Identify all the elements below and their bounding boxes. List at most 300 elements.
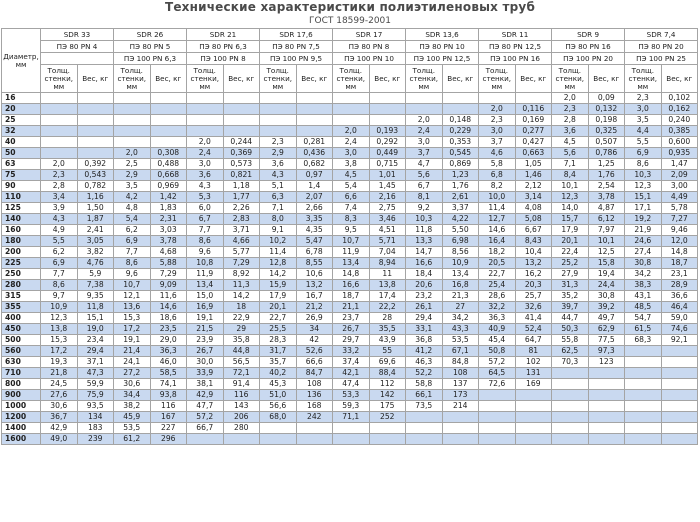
weight-cell bbox=[442, 434, 479, 445]
weight-cell: 0,682 bbox=[296, 159, 333, 170]
weight-cell: 0,545 bbox=[442, 148, 479, 159]
weight-cell bbox=[661, 390, 698, 401]
weight-cell: 136 bbox=[296, 390, 333, 401]
wall-thickness-header: Толщ. стенки, мм bbox=[406, 65, 443, 93]
table-row bbox=[2, 280, 698, 291]
weight-cell: 36,3 bbox=[150, 346, 187, 357]
diameter-cell: 75 bbox=[2, 170, 41, 181]
wall-thickness-cell: 29,7 bbox=[333, 335, 370, 346]
weight-cell: 1,47 bbox=[661, 159, 698, 170]
weight-cell: 0,573 bbox=[223, 159, 260, 170]
weight-cell: 3,71 bbox=[223, 225, 260, 236]
weight-cell bbox=[296, 423, 333, 434]
wall-thickness-cell: 6,2 bbox=[114, 225, 151, 236]
group-sdr-header: SDR 17,6 bbox=[260, 29, 333, 41]
weight-cell: 92,1 bbox=[661, 335, 698, 346]
wall-thickness-cell: 5,6 bbox=[406, 170, 443, 181]
weight-cell: 214 bbox=[442, 401, 479, 412]
table-row bbox=[2, 247, 698, 258]
wall-thickness-cell bbox=[41, 93, 78, 104]
weight-cell: 46,4 bbox=[661, 302, 698, 313]
diameter-cell: 16 bbox=[2, 93, 41, 104]
wall-thickness-cell: 3,7 bbox=[479, 137, 516, 148]
wall-thickness-cell: 19,1 bbox=[114, 335, 151, 346]
weight-cell bbox=[588, 401, 625, 412]
wall-thickness-cell: 6,7 bbox=[187, 214, 224, 225]
wall-thickness-cell: 34,2 bbox=[625, 269, 662, 280]
weight-cell: 227 bbox=[150, 423, 187, 434]
weight-cell: 142 bbox=[369, 390, 406, 401]
weight-cell bbox=[588, 412, 625, 423]
weight-cell bbox=[442, 423, 479, 434]
wall-thickness-cell: 13,4 bbox=[333, 258, 370, 269]
weight-cell: 2,41 bbox=[77, 225, 114, 236]
weight-cell: 29 bbox=[223, 324, 260, 335]
wall-thickness-cell: 6,9 bbox=[625, 148, 662, 159]
group-pe100-header: ПЭ 100 PN 12,5 bbox=[406, 53, 479, 65]
wall-thickness-cell: 22,4 bbox=[552, 247, 589, 258]
wall-thickness-cell: 5,1 bbox=[260, 181, 297, 192]
wall-thickness-cell: 4,7 bbox=[406, 159, 443, 170]
group-pe80-header: ПЭ 80 PN 12,5 bbox=[479, 41, 552, 53]
weight-cell: 0,162 bbox=[661, 104, 698, 115]
wall-thickness-cell: 15,3 bbox=[114, 313, 151, 324]
weight-cell: 15,8 bbox=[588, 258, 625, 269]
wall-thickness-cell: 3,0 bbox=[625, 104, 662, 115]
wall-thickness-cell: 2,0 bbox=[187, 137, 224, 148]
wall-thickness-cell: 6,3 bbox=[260, 192, 297, 203]
table-row bbox=[2, 236, 698, 247]
wall-thickness-cell: 68,0 bbox=[260, 412, 297, 423]
wall-thickness-cell: 8,6 bbox=[114, 258, 151, 269]
wall-thickness-header: Толщ. стенки, мм bbox=[114, 65, 151, 93]
weight-cell bbox=[515, 390, 552, 401]
weight-cell: 206 bbox=[223, 412, 260, 423]
wall-thickness-cell: 12,3 bbox=[41, 313, 78, 324]
wall-thickness-cell bbox=[552, 379, 589, 390]
weight-cell: 23,4 bbox=[77, 335, 114, 346]
weight-cell bbox=[442, 93, 479, 104]
wall-thickness-cell: 3,6 bbox=[260, 159, 297, 170]
weight-cell bbox=[369, 423, 406, 434]
wall-thickness-cell: 2,5 bbox=[114, 159, 151, 170]
wall-thickness-cell: 20,1 bbox=[552, 236, 589, 247]
weight-cell bbox=[661, 401, 698, 412]
weight-cell bbox=[515, 412, 552, 423]
weight-header: Вес, кг bbox=[223, 65, 260, 93]
weight-cell bbox=[223, 104, 260, 115]
wall-thickness-cell: 2,3 bbox=[41, 170, 78, 181]
weight-cell: 280 bbox=[223, 423, 260, 434]
wall-thickness-cell: 6,6 bbox=[333, 192, 370, 203]
weight-cell bbox=[77, 148, 114, 159]
wall-thickness-cell: 52,2 bbox=[406, 368, 443, 379]
wall-thickness-cell bbox=[625, 346, 662, 357]
weight-cell: 1,46 bbox=[515, 170, 552, 181]
weight-cell: 0,935 bbox=[661, 148, 698, 159]
wall-thickness-header: Толщ. стенки, мм bbox=[260, 65, 297, 93]
wall-thickness-cell: 35,7 bbox=[260, 357, 297, 368]
weight-cell bbox=[661, 412, 698, 423]
weight-cell: 17,4 bbox=[369, 291, 406, 302]
diameter-cell: 32 bbox=[2, 126, 41, 137]
wall-thickness-cell: 2,8 bbox=[41, 181, 78, 192]
weight-cell: 21,3 bbox=[442, 291, 479, 302]
diameter-cell: 400 bbox=[2, 313, 41, 324]
wall-thickness-cell: 33,9 bbox=[187, 368, 224, 379]
table-row bbox=[2, 379, 698, 390]
wall-thickness-cell bbox=[625, 423, 662, 434]
weight-cell: 183 bbox=[77, 423, 114, 434]
weight-cell: 77,5 bbox=[588, 335, 625, 346]
wall-thickness-cell bbox=[333, 115, 370, 126]
wall-thickness-cell: 5,5 bbox=[625, 137, 662, 148]
wall-thickness-cell: 46,3 bbox=[406, 357, 443, 368]
weight-cell: 59,0 bbox=[661, 313, 698, 324]
weight-cell: 173 bbox=[442, 390, 479, 401]
weight-cell: 0,663 bbox=[515, 148, 552, 159]
table-header bbox=[2, 29, 698, 93]
wall-thickness-cell: 3,6 bbox=[187, 170, 224, 181]
wall-thickness-cell bbox=[114, 137, 151, 148]
weight-cell: 36,6 bbox=[661, 291, 698, 302]
table-row bbox=[2, 368, 698, 379]
wall-thickness-cell: 2,0 bbox=[406, 115, 443, 126]
diameter-cell: 125 bbox=[2, 203, 41, 214]
weight-cell: 0,169 bbox=[515, 115, 552, 126]
table-row bbox=[2, 225, 698, 236]
wall-thickness-cell bbox=[41, 104, 78, 115]
wall-thickness-cell: 33,1 bbox=[406, 324, 443, 335]
diameter-cell: 50 bbox=[2, 148, 41, 159]
wall-thickness-cell: 4,3 bbox=[41, 214, 78, 225]
wall-thickness-cell: 42,9 bbox=[187, 390, 224, 401]
weight-cell bbox=[223, 434, 260, 445]
wall-thickness-cell bbox=[333, 423, 370, 434]
wall-thickness-cell: 4,4 bbox=[625, 126, 662, 137]
weight-cell: 12,0 bbox=[661, 236, 698, 247]
group-sdr-header: SDR 17 bbox=[333, 29, 406, 41]
wall-thickness-cell: 30,6 bbox=[114, 379, 151, 390]
weight-cell: 3,03 bbox=[150, 225, 187, 236]
table-row bbox=[2, 170, 698, 181]
weight-cell: 11,3 bbox=[223, 280, 260, 291]
weight-cell: 22,2 bbox=[369, 302, 406, 313]
diameter-cell: 450 bbox=[2, 324, 41, 335]
wall-thickness-cell: 10,7 bbox=[114, 280, 151, 291]
weight-cell: 2,07 bbox=[296, 192, 333, 203]
wall-thickness-cell bbox=[625, 401, 662, 412]
weight-cell: 81 bbox=[515, 346, 552, 357]
diameter-cell: 225 bbox=[2, 258, 41, 269]
wall-thickness-cell: 6,0 bbox=[187, 203, 224, 214]
weight-cell: 137 bbox=[442, 379, 479, 390]
wall-thickness-cell: 12,1 bbox=[114, 291, 151, 302]
group-pe100-header: ПЭ 100 PN 8 bbox=[187, 53, 260, 65]
weight-cell: 0,09 bbox=[588, 93, 625, 104]
weight-cell: 1,76 bbox=[588, 170, 625, 181]
weight-cell bbox=[77, 104, 114, 115]
weight-cell: 59,9 bbox=[77, 379, 114, 390]
weight-cell: 6,98 bbox=[442, 236, 479, 247]
wall-thickness-cell: 3,6 bbox=[552, 126, 589, 137]
wall-thickness-cell: 10,0 bbox=[479, 192, 516, 203]
wall-thickness-cell bbox=[41, 137, 78, 148]
wall-thickness-cell: 42,1 bbox=[333, 368, 370, 379]
weight-cell: 5,77 bbox=[223, 247, 260, 258]
wall-thickness-cell: 10,2 bbox=[260, 236, 297, 247]
group-pe80-header: ПЭ 80 PN 7,5 bbox=[260, 41, 333, 53]
weight-cell: 16,8 bbox=[442, 280, 479, 291]
weight-cell: 116 bbox=[223, 390, 260, 401]
table-row bbox=[2, 313, 698, 324]
weight-cell bbox=[661, 379, 698, 390]
weight-cell: 296 bbox=[150, 434, 187, 445]
weight-cell bbox=[77, 115, 114, 126]
weight-cell: 4,51 bbox=[369, 225, 406, 236]
wall-thickness-cell: 2,0 bbox=[479, 104, 516, 115]
wall-thickness-cell: 10,3 bbox=[406, 214, 443, 225]
wall-thickness-cell: 6,9 bbox=[114, 236, 151, 247]
diameter-cell: 250 bbox=[2, 269, 41, 280]
weight-cell bbox=[515, 401, 552, 412]
table-row bbox=[2, 324, 698, 335]
diameter-cell: 180 bbox=[2, 236, 41, 247]
weight-cell bbox=[588, 368, 625, 379]
weight-cell: 21,2 bbox=[296, 302, 333, 313]
weight-cell: 11 bbox=[369, 269, 406, 280]
weight-cell: 93,8 bbox=[150, 390, 187, 401]
group-sdr-header: SDR 11 bbox=[479, 29, 552, 41]
wall-thickness-cell: 2,4 bbox=[187, 148, 224, 159]
wall-thickness-cell: 14,2 bbox=[260, 269, 297, 280]
weight-cell: 9,09 bbox=[150, 280, 187, 291]
weight-cell: 0,427 bbox=[515, 137, 552, 148]
weight-cell: 0,198 bbox=[588, 115, 625, 126]
weight-cell: 0,543 bbox=[77, 170, 114, 181]
group-pe80-header: ПЭ 80 PN 6,3 bbox=[187, 41, 260, 53]
weight-cell: 13,2 bbox=[296, 280, 333, 291]
wall-thickness-cell bbox=[625, 390, 662, 401]
wall-thickness-cell: 37,4 bbox=[333, 357, 370, 368]
wall-thickness-cell: 24,5 bbox=[41, 379, 78, 390]
weight-cell: 1,4 bbox=[296, 181, 333, 192]
diameter-cell: 1600 bbox=[2, 434, 41, 445]
table-row bbox=[2, 214, 698, 225]
weight-cell: 5,50 bbox=[442, 225, 479, 236]
wall-thickness-cell: 18,7 bbox=[333, 291, 370, 302]
wall-thickness-cell: 15,9 bbox=[260, 280, 297, 291]
weight-cell bbox=[150, 104, 187, 115]
weight-header: Вес, кг bbox=[442, 65, 479, 93]
weight-cell: 2,61 bbox=[442, 192, 479, 203]
wall-thickness-cell: 15,1 bbox=[625, 192, 662, 203]
wall-thickness-cell: 70,3 bbox=[552, 357, 589, 368]
weight-cell: 1,18 bbox=[223, 181, 260, 192]
wall-thickness-cell: 38,2 bbox=[114, 401, 151, 412]
weight-cell: 84,7 bbox=[296, 368, 333, 379]
weight-cell: 4,22 bbox=[442, 214, 479, 225]
group-pe80-header: ПЭ 80 PN 10 bbox=[406, 41, 479, 53]
weight-cell: 66,6 bbox=[296, 357, 333, 368]
weight-cell: 43,3 bbox=[442, 324, 479, 335]
table-row bbox=[2, 137, 698, 148]
weight-cell: 6,78 bbox=[296, 247, 333, 258]
wall-thickness-cell bbox=[625, 357, 662, 368]
weight-cell: 242 bbox=[296, 412, 333, 423]
wall-thickness-cell: 14,6 bbox=[479, 225, 516, 236]
wall-thickness-cell: 25,4 bbox=[479, 280, 516, 291]
weight-cell: 7,97 bbox=[588, 225, 625, 236]
wall-thickness-cell: 50,8 bbox=[479, 346, 516, 357]
weight-cell: 1,25 bbox=[588, 159, 625, 170]
group-pe100-header bbox=[41, 53, 114, 65]
wall-thickness-cell: 32,2 bbox=[479, 302, 516, 313]
wall-thickness-cell: 30,8 bbox=[625, 258, 662, 269]
wall-thickness-cell bbox=[479, 423, 516, 434]
table-row bbox=[2, 181, 698, 192]
table-row bbox=[2, 335, 698, 346]
wall-thickness-cell: 22,7 bbox=[260, 313, 297, 324]
weight-cell: 1,05 bbox=[515, 159, 552, 170]
weight-cell bbox=[661, 368, 698, 379]
weight-cell: 123 bbox=[588, 357, 625, 368]
wall-thickness-cell: 41,2 bbox=[406, 346, 443, 357]
wall-thickness-cell: 66,7 bbox=[187, 423, 224, 434]
weight-cell: 30,8 bbox=[588, 291, 625, 302]
wall-thickness-cell bbox=[479, 401, 516, 412]
wall-thickness-cell: 20,1 bbox=[260, 302, 297, 313]
wall-thickness-cell: 8,6 bbox=[625, 159, 662, 170]
weight-cell: 14,6 bbox=[150, 302, 187, 313]
weight-cell: 4,35 bbox=[296, 225, 333, 236]
wall-thickness-cell: 12,3 bbox=[552, 192, 589, 203]
weight-cell: 4,66 bbox=[223, 236, 260, 247]
page-subtitle: ГОСТ 18599-2001 bbox=[309, 16, 391, 26]
weight-cell: 28 bbox=[369, 313, 406, 324]
wall-thickness-cell: 5,3 bbox=[187, 192, 224, 203]
wall-thickness-cell: 38,1 bbox=[187, 379, 224, 390]
wall-thickness-cell bbox=[260, 423, 297, 434]
wall-thickness-cell: 28,3 bbox=[260, 335, 297, 346]
wall-thickness-cell: 72,6 bbox=[479, 379, 516, 390]
weight-cell: 2,54 bbox=[588, 181, 625, 192]
wall-thickness-cell: 18,2 bbox=[479, 247, 516, 258]
wall-thickness-cell: 4,2 bbox=[114, 192, 151, 203]
wall-thickness-cell: 44,7 bbox=[552, 313, 589, 324]
wall-thickness-cell: 2,4 bbox=[406, 126, 443, 137]
diameter-cell: 110 bbox=[2, 192, 41, 203]
weight-cell: 22,9 bbox=[223, 313, 260, 324]
weight-cell: 0,102 bbox=[661, 93, 698, 104]
weight-cell: 23,1 bbox=[661, 269, 698, 280]
wall-thickness-cell bbox=[625, 412, 662, 423]
wall-thickness-cell: 14,7 bbox=[406, 247, 443, 258]
wall-thickness-cell: 24,6 bbox=[625, 236, 662, 247]
weight-header: Вес, кг bbox=[515, 65, 552, 93]
wall-thickness-cell: 13,6 bbox=[114, 302, 151, 313]
weight-cell: 3,35 bbox=[296, 214, 333, 225]
wall-thickness-cell bbox=[552, 434, 589, 445]
weight-cell: 6,67 bbox=[515, 225, 552, 236]
wall-thickness-cell: 58,8 bbox=[406, 379, 443, 390]
weight-cell bbox=[442, 104, 479, 115]
wall-thickness-cell: 7,7 bbox=[114, 247, 151, 258]
weight-cell: 93,5 bbox=[77, 401, 114, 412]
wall-thickness-cell: 13,8 bbox=[41, 324, 78, 335]
wall-thickness-cell: 51,0 bbox=[260, 390, 297, 401]
wall-thickness-cell: 7,7 bbox=[41, 269, 78, 280]
wall-thickness-cell: 4,5 bbox=[333, 170, 370, 181]
weight-cell: 0,240 bbox=[661, 115, 698, 126]
table-row bbox=[2, 258, 698, 269]
weight-cell: 0,308 bbox=[150, 148, 187, 159]
weight-cell: 4,49 bbox=[661, 192, 698, 203]
weight-cell: 2,16 bbox=[369, 192, 406, 203]
wall-thickness-cell: 45,4 bbox=[479, 335, 516, 346]
wall-thickness-cell bbox=[552, 412, 589, 423]
wall-thickness-cell: 61,5 bbox=[625, 324, 662, 335]
weight-cell: 0,244 bbox=[223, 137, 260, 148]
group-pe80-header: ПЭ 80 PN 8 bbox=[333, 41, 406, 53]
weight-cell: 42 bbox=[296, 335, 333, 346]
wall-thickness-cell: 8,6 bbox=[41, 280, 78, 291]
wall-thickness-cell: 47,4 bbox=[333, 379, 370, 390]
weight-cell: 0,869 bbox=[442, 159, 479, 170]
wall-thickness-cell: 36,7 bbox=[41, 412, 78, 423]
wall-thickness-cell: 11,8 bbox=[406, 225, 443, 236]
wall-thickness-cell: 3,8 bbox=[333, 159, 370, 170]
weight-cell: 8,92 bbox=[223, 269, 260, 280]
weight-cell: 1,23 bbox=[442, 170, 479, 181]
wall-thickness-cell: 8,4 bbox=[552, 170, 589, 181]
wall-thickness-cell: 17,2 bbox=[114, 324, 151, 335]
table-row bbox=[2, 357, 698, 368]
diameter-cell: 1000 bbox=[2, 401, 41, 412]
wall-thickness-cell: 6,7 bbox=[406, 181, 443, 192]
weight-cell bbox=[369, 115, 406, 126]
wall-thickness-cell: 15,3 bbox=[41, 335, 78, 346]
weight-cell: 12,5 bbox=[588, 247, 625, 258]
weight-cell bbox=[223, 93, 260, 104]
wall-thickness-cell: 18,4 bbox=[406, 269, 443, 280]
group-pe100-header: ПЭ 100 PN 16 bbox=[479, 53, 552, 65]
wall-thickness-cell bbox=[114, 126, 151, 137]
weight-cell: 1,83 bbox=[150, 203, 187, 214]
wall-thickness-cell bbox=[333, 434, 370, 445]
weight-cell: 2,66 bbox=[296, 203, 333, 214]
wall-thickness-cell bbox=[187, 93, 224, 104]
weight-cell: 91,4 bbox=[223, 379, 260, 390]
weight-cell: 2,31 bbox=[150, 214, 187, 225]
table-row bbox=[2, 269, 698, 280]
wall-thickness-cell: 11,4 bbox=[479, 203, 516, 214]
group-pe100-header: ПЭ 100 PN 25 bbox=[625, 53, 698, 65]
group-pe80-header: ПЭ 80 PN 5 bbox=[114, 41, 187, 53]
weight-cell: 2,83 bbox=[223, 214, 260, 225]
weight-cell: 0,148 bbox=[442, 115, 479, 126]
diameter-cell: 500 bbox=[2, 335, 41, 346]
wall-thickness-cell bbox=[260, 434, 297, 445]
wall-thickness-cell: 35,2 bbox=[552, 291, 589, 302]
wall-thickness-cell: 3,5 bbox=[114, 181, 151, 192]
wall-thickness-cell: 36,8 bbox=[406, 335, 443, 346]
weight-cell bbox=[77, 137, 114, 148]
wall-thickness-cell: 4,3 bbox=[187, 181, 224, 192]
wall-thickness-cell: 30,0 bbox=[187, 357, 224, 368]
diameter-cell: 90 bbox=[2, 181, 41, 192]
wall-thickness-cell: 19,3 bbox=[41, 357, 78, 368]
